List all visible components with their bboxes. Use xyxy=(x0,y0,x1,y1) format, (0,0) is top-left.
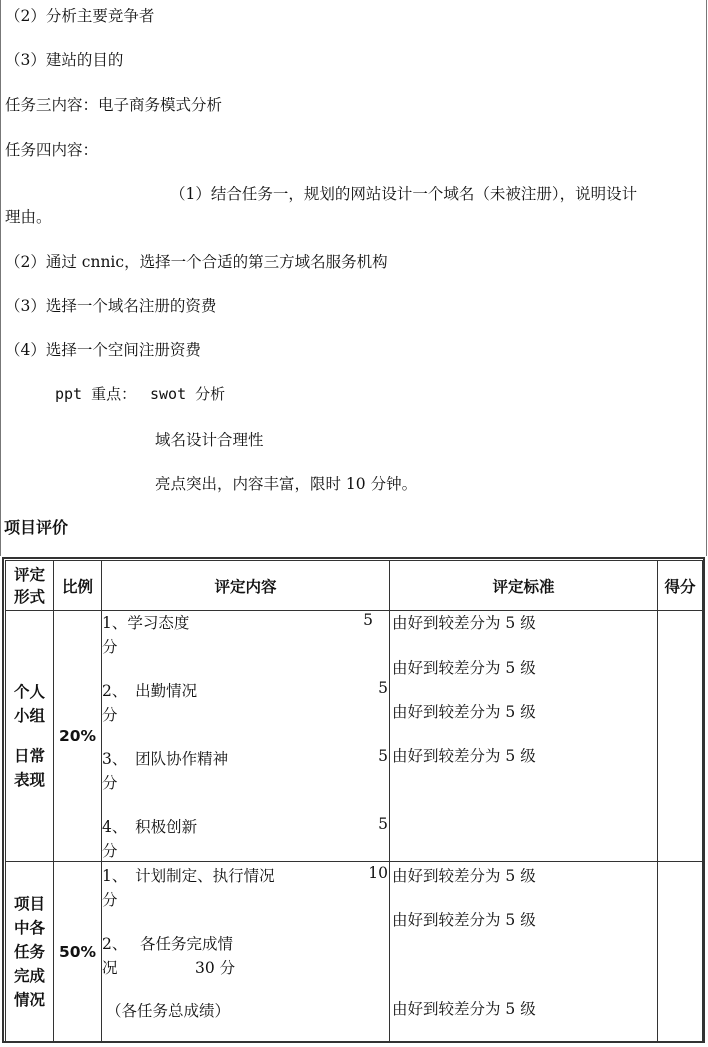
row1-item3-unit: 分 xyxy=(102,774,118,792)
row2-item2-line2: 况 30 分 xyxy=(102,959,236,977)
row1-item4-unit: 分 xyxy=(102,842,118,860)
text-line-competitors: （2）分析主要竞争者 xyxy=(5,7,155,25)
row1-form-line: 日常 xyxy=(13,747,45,765)
row2-item1-text: 1、 计划制定、执行情况 xyxy=(102,867,275,885)
text-line-task4-item1: （1）结合任务一，规划的网站设计一个域名（未被注册），说明设计 xyxy=(170,185,638,203)
ppt-point-swot: swot 分析 xyxy=(150,385,226,403)
row1-item1-text: 1、学习态度 xyxy=(102,614,190,632)
text-line-task4-item1-cont: 理由。 xyxy=(5,208,52,226)
page-border-right xyxy=(706,0,707,556)
row2-criteria xyxy=(390,862,658,1043)
row1-criteria-item: 由好到较差分为 5 级 xyxy=(392,659,536,677)
evaluation-table xyxy=(5,560,703,1043)
row1-item2-text: 2、 出勤情况 xyxy=(102,682,198,700)
row1-item4-text: 4、 积极创新 xyxy=(102,818,198,836)
row2-score xyxy=(658,862,703,1043)
text-line-task4: 任务四内容： xyxy=(5,141,99,159)
row1-content xyxy=(102,611,390,862)
row1-form-line: 小组 xyxy=(13,707,45,725)
row1-item2-unit: 分 xyxy=(102,706,118,724)
ppt-label: ppt 重点： xyxy=(55,385,137,403)
ppt-point-domain: 域名设计合理性 xyxy=(155,431,264,449)
row2-form-line: 完成 xyxy=(13,967,45,985)
header-ratio: 比例 xyxy=(54,561,102,611)
row2-item1-points: 10 xyxy=(368,864,388,882)
text-line-task4-item2: （2）通过 cnnic，选择一个合适的第三方域名服务机构 xyxy=(5,253,388,271)
header-content: 评定内容 xyxy=(102,561,390,611)
row1-item1-unit: 分 xyxy=(102,638,118,656)
row1-item1-points: 5 xyxy=(363,611,373,629)
header-form xyxy=(6,561,54,611)
row2-criteria-item: 由好到较差分为 5 级 xyxy=(392,1000,536,1018)
row1-item3-points: 5 xyxy=(378,747,388,765)
ppt-point-highlight: 亮点突出，内容丰富，限时 10 分钟。 xyxy=(155,475,418,493)
row1-criteria-item: 由好到较差分为 5 级 xyxy=(392,703,536,721)
row1-criteria xyxy=(390,611,658,862)
row2-criteria-item: 由好到较差分为 5 级 xyxy=(392,867,536,885)
row1-criteria-item: 由好到较差分为 5 级 xyxy=(392,614,536,632)
row2-form xyxy=(6,862,54,1043)
row2-form-line: 中各 xyxy=(13,919,45,937)
row2-form-line: 情况 xyxy=(13,991,45,1009)
row1-item3-text: 3、 团队协作精神 xyxy=(102,750,229,768)
row2-item3-text: （各任务总成绩） xyxy=(106,1002,231,1020)
row1-form xyxy=(6,611,54,862)
row1-score xyxy=(658,611,703,862)
page-border-left xyxy=(0,0,1,556)
row2-criteria-item: 由好到较差分为 5 级 xyxy=(392,911,536,929)
row1-form-line: 个人 xyxy=(13,683,45,701)
header-criteria: 评定标准 xyxy=(390,561,658,611)
row2-ratio: 50% xyxy=(54,862,102,1043)
table-row xyxy=(6,862,703,1043)
table-header-row xyxy=(6,561,703,611)
row2-item1-unit: 分 xyxy=(102,891,118,909)
text-line-site-purpose: （3）建站的目的 xyxy=(5,51,124,69)
header-form-line2: 形式 xyxy=(13,587,45,606)
row1-form-line: 表现 xyxy=(13,771,45,789)
row2-form-line: 任务 xyxy=(13,943,45,961)
row1-criteria-item: 由好到较差分为 5 级 xyxy=(392,747,536,765)
row2-item2-text: 2、 各任务完成情 xyxy=(102,935,234,953)
header-score: 得分 xyxy=(658,561,703,611)
row1-item2-points: 5 xyxy=(378,679,388,697)
table-row xyxy=(6,611,703,862)
row1-item4-points: 5 xyxy=(378,815,388,833)
row2-content xyxy=(102,862,390,1043)
text-line-task3: 任务三内容：电子商务模式分析 xyxy=(5,96,223,114)
row1-ratio: 20% xyxy=(54,611,102,862)
text-line-task4-item4: （4）选择一个空间注册资费 xyxy=(5,341,201,359)
section-title: 项目评价 xyxy=(4,518,69,537)
header-form-line1: 评定 xyxy=(13,565,45,584)
row2-form-line: 项目 xyxy=(13,895,45,913)
text-line-task4-item3: （3）选择一个域名注册的资费 xyxy=(5,297,217,315)
